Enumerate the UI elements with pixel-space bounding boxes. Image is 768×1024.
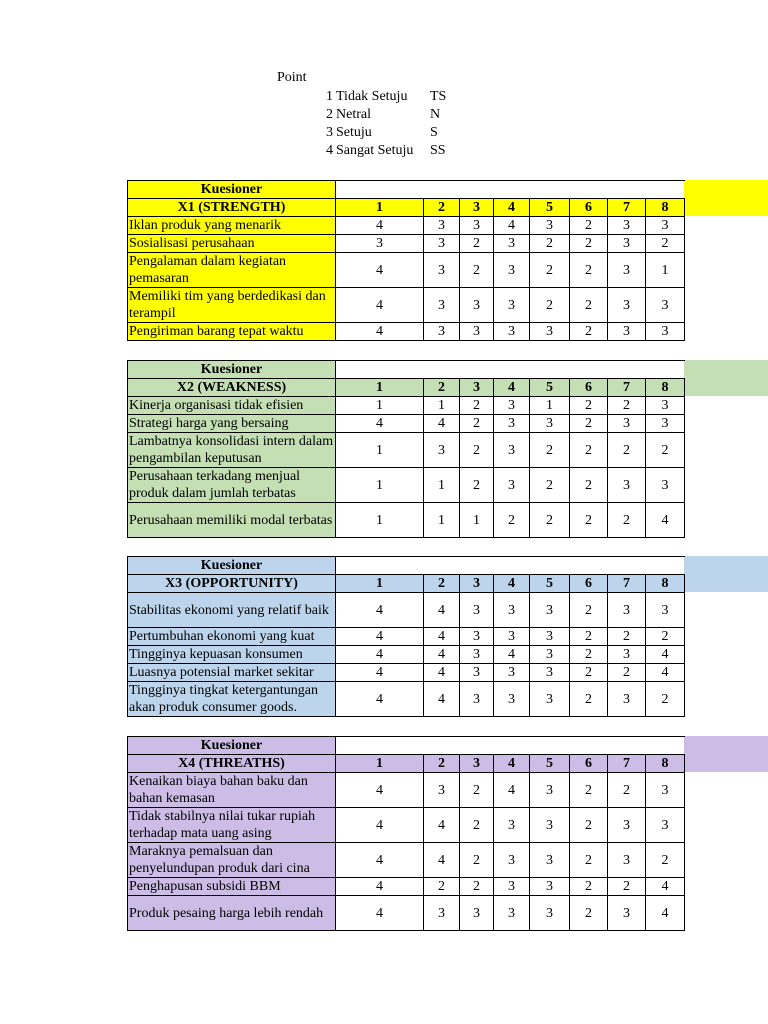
score-cell: 4 — [424, 843, 460, 878]
score-cell: 4 — [494, 773, 530, 808]
legend-label: Netral — [336, 107, 371, 122]
score-cell: 3 — [646, 808, 685, 843]
score-cell: 3 — [424, 217, 460, 235]
column-header: 4 — [494, 575, 530, 593]
score-cell: 2 — [530, 253, 570, 288]
score-cell: 3 — [608, 323, 646, 341]
score-cell: 1 — [530, 397, 570, 415]
legend-num: 2 — [326, 107, 333, 122]
legend-code: TS — [430, 89, 447, 104]
score-cell: 3 — [608, 468, 646, 503]
header-blank-cell — [336, 737, 685, 755]
table-row — [128, 646, 685, 664]
score-cell: 4 — [336, 878, 424, 896]
score-cell: 2 — [608, 433, 646, 468]
score-cell: 2 — [570, 323, 608, 341]
score-cell: 3 — [494, 235, 530, 253]
score-cell: 3 — [424, 896, 460, 931]
score-cell: 2 — [608, 628, 646, 646]
score-cell: 3 — [608, 593, 646, 628]
table-row — [128, 235, 685, 253]
score-cell: 3 — [530, 896, 570, 931]
score-cell: 2 — [530, 468, 570, 503]
score-cell: 3 — [646, 323, 685, 341]
score-cell: 3 — [494, 593, 530, 628]
score-cell: 3 — [424, 323, 460, 341]
row-label: Pertumbuhan ekonomi yang kuat — [128, 628, 336, 646]
score-cell: 3 — [646, 217, 685, 235]
score-cell: 3 — [646, 593, 685, 628]
legend-code: N — [430, 107, 441, 122]
score-cell: 4 — [336, 323, 424, 341]
table-header-category: X4 (THREATHS) — [128, 755, 336, 773]
score-cell: 2 — [570, 253, 608, 288]
score-cell: 3 — [424, 773, 460, 808]
legend — [0, 0, 768, 170]
score-cell: 3 — [608, 288, 646, 323]
table-row — [128, 664, 685, 682]
column-header: 8 — [646, 379, 685, 397]
score-cell: 3 — [460, 664, 494, 682]
score-cell: 3 — [460, 628, 494, 646]
score-cell: 3 — [494, 468, 530, 503]
legend-code: S — [430, 125, 438, 140]
table-row — [128, 773, 685, 808]
score-cell: 4 — [646, 646, 685, 664]
table-row — [128, 878, 685, 896]
row-label: Tingginya tingkat ketergantungan akan produk consumer goods. — [128, 682, 336, 717]
score-cell: 2 — [460, 808, 494, 843]
score-cell: 1 — [424, 468, 460, 503]
score-cell: 3 — [424, 288, 460, 323]
column-header: 2 — [424, 755, 460, 773]
score-cell: 2 — [570, 878, 608, 896]
score-cell: 3 — [608, 808, 646, 843]
table-header-kuesioner: Kuesioner — [128, 737, 336, 755]
column-header: 8 — [646, 575, 685, 593]
table-row — [128, 808, 685, 843]
legend-num: 3 — [326, 125, 333, 140]
column-header: 5 — [530, 199, 570, 217]
score-cell: 3 — [646, 468, 685, 503]
table-header-kuesioner: Kuesioner — [128, 361, 336, 379]
score-cell: 1 — [336, 433, 424, 468]
column-header: 7 — [608, 575, 646, 593]
score-cell: 3 — [608, 253, 646, 288]
legend-item — [326, 88, 446, 106]
table-header-category: X1 (STRENGTH) — [128, 199, 336, 217]
table-row — [128, 415, 685, 433]
score-cell: 4 — [336, 646, 424, 664]
score-cell: 2 — [570, 896, 608, 931]
score-cell: 3 — [608, 843, 646, 878]
score-cell: 2 — [460, 397, 494, 415]
column-header: 3 — [460, 755, 494, 773]
score-cell: 4 — [424, 646, 460, 664]
score-cell: 1 — [424, 397, 460, 415]
score-cell: 4 — [336, 896, 424, 931]
score-cell: 3 — [494, 433, 530, 468]
score-cell: 3 — [460, 896, 494, 931]
score-cell: 2 — [608, 503, 646, 538]
table-row — [128, 397, 685, 415]
score-cell: 3 — [530, 664, 570, 682]
score-cell: 3 — [646, 288, 685, 323]
score-cell: 2 — [570, 217, 608, 235]
row-label: Penghapusan subsidi BBM — [128, 878, 336, 896]
table-row — [128, 593, 685, 628]
table-header-category: X3 (OPPORTUNITY) — [128, 575, 336, 593]
row-label: Memiliki tim yang berdedikasi dan terampil — [128, 288, 336, 323]
score-cell: 2 — [460, 878, 494, 896]
score-cell: 3 — [530, 808, 570, 843]
score-cell: 4 — [336, 253, 424, 288]
score-cell: 3 — [530, 217, 570, 235]
score-cell: 3 — [646, 397, 685, 415]
row-label: Produk pesaing harga lebih rendah — [128, 896, 336, 931]
score-cell: 2 — [570, 397, 608, 415]
column-header: 4 — [494, 755, 530, 773]
score-cell: 3 — [424, 433, 460, 468]
score-cell: 3 — [460, 217, 494, 235]
score-cell: 3 — [336, 235, 424, 253]
score-cell: 3 — [494, 253, 530, 288]
table-row — [128, 503, 685, 538]
questionnaire-table — [127, 360, 685, 538]
score-cell: 3 — [530, 323, 570, 341]
header-color-band — [684, 360, 768, 396]
score-cell: 2 — [570, 433, 608, 468]
table-row — [128, 288, 685, 323]
score-cell: 1 — [336, 468, 424, 503]
score-cell: 2 — [646, 235, 685, 253]
score-cell: 4 — [424, 664, 460, 682]
header-row-columns — [128, 199, 685, 217]
score-cell: 4 — [336, 682, 424, 717]
score-cell: 4 — [336, 217, 424, 235]
legend-num: 1 — [326, 89, 333, 104]
questionnaire-table — [127, 556, 685, 717]
score-cell: 2 — [460, 415, 494, 433]
score-cell: 3 — [530, 415, 570, 433]
column-header: 6 — [570, 199, 608, 217]
table-header-category: X2 (WEAKNESS) — [128, 379, 336, 397]
column-header: 5 — [530, 379, 570, 397]
legend-label: Setuju — [336, 125, 372, 140]
header-blank-cell — [336, 181, 685, 199]
score-cell: 3 — [494, 808, 530, 843]
score-cell: 3 — [608, 896, 646, 931]
row-label: Lambatnya konsolidasi intern dalam pengambilan keputusan — [128, 433, 336, 468]
column-header: 8 — [646, 755, 685, 773]
score-cell: 4 — [424, 593, 460, 628]
table-header-kuesioner: Kuesioner — [128, 181, 336, 199]
score-cell: 2 — [460, 468, 494, 503]
score-cell: 2 — [460, 433, 494, 468]
row-label: Stabilitas ekonomi yang relatif baik — [128, 593, 336, 628]
score-cell: 2 — [494, 503, 530, 538]
score-cell: 2 — [530, 433, 570, 468]
score-cell: 2 — [570, 808, 608, 843]
score-cell: 4 — [424, 682, 460, 717]
score-cell: 2 — [570, 628, 608, 646]
score-cell: 1 — [336, 503, 424, 538]
score-cell: 2 — [570, 288, 608, 323]
score-cell: 2 — [570, 843, 608, 878]
column-header: 6 — [570, 379, 608, 397]
score-cell: 4 — [336, 843, 424, 878]
score-cell: 3 — [608, 646, 646, 664]
score-cell: 4 — [336, 288, 424, 323]
score-cell: 2 — [608, 878, 646, 896]
score-cell: 2 — [530, 503, 570, 538]
row-label: Perusahaan memiliki modal terbatas — [128, 503, 336, 538]
column-header: 8 — [646, 199, 685, 217]
score-cell: 3 — [494, 323, 530, 341]
score-cell: 3 — [494, 843, 530, 878]
score-cell: 4 — [424, 415, 460, 433]
score-cell: 3 — [608, 235, 646, 253]
score-cell: 3 — [494, 682, 530, 717]
header-row-title — [128, 737, 685, 755]
score-cell: 1 — [424, 503, 460, 538]
column-header: 5 — [530, 575, 570, 593]
row-label: Pengalaman dalam kegiatan pemasaran — [128, 253, 336, 288]
legend-item — [326, 124, 438, 142]
row-label: Iklan produk yang menarik — [128, 217, 336, 235]
table-row — [128, 628, 685, 646]
score-cell: 4 — [336, 628, 424, 646]
row-label: Maraknya pemalsuan dan penyelundupan produk dari cina — [128, 843, 336, 878]
column-header: 5 — [530, 755, 570, 773]
score-cell: 3 — [494, 397, 530, 415]
score-cell: 4 — [336, 664, 424, 682]
header-row-title — [128, 361, 685, 379]
score-cell: 4 — [336, 415, 424, 433]
score-cell: 2 — [570, 664, 608, 682]
score-cell: 4 — [336, 808, 424, 843]
score-cell: 3 — [608, 217, 646, 235]
score-cell: 3 — [494, 415, 530, 433]
table-row — [128, 253, 685, 288]
row-label: Tingginya kepuasan konsumen — [128, 646, 336, 664]
column-header: 1 — [336, 755, 424, 773]
score-cell: 2 — [570, 646, 608, 664]
questionnaire-table — [127, 180, 685, 341]
row-label: Pengiriman barang tepat waktu — [128, 323, 336, 341]
column-header: 7 — [608, 755, 646, 773]
header-color-band — [684, 180, 768, 216]
score-cell: 3 — [494, 628, 530, 646]
row-label: Sosialisasi perusahaan — [128, 235, 336, 253]
column-header: 3 — [460, 199, 494, 217]
column-header: 1 — [336, 199, 424, 217]
column-header: 1 — [336, 379, 424, 397]
score-cell: 3 — [530, 773, 570, 808]
score-cell: 2 — [646, 628, 685, 646]
score-cell: 2 — [608, 664, 646, 682]
score-cell: 4 — [646, 664, 685, 682]
score-cell: 3 — [530, 646, 570, 664]
legend-label: Tidak Setuju — [336, 89, 408, 104]
score-cell: 1 — [460, 503, 494, 538]
score-cell: 4 — [646, 503, 685, 538]
table-row — [128, 433, 685, 468]
column-header: 2 — [424, 575, 460, 593]
score-cell: 3 — [530, 593, 570, 628]
row-label: Tidak stabilnya nilai tukar rupiah terhadap mata uang asing — [128, 808, 336, 843]
score-cell: 2 — [460, 843, 494, 878]
score-cell: 2 — [570, 773, 608, 808]
score-cell: 2 — [460, 773, 494, 808]
table-header-kuesioner: Kuesioner — [128, 557, 336, 575]
score-cell: 1 — [336, 397, 424, 415]
column-header: 4 — [494, 379, 530, 397]
score-cell: 3 — [460, 682, 494, 717]
score-cell: 3 — [608, 415, 646, 433]
score-cell: 3 — [646, 773, 685, 808]
column-header: 2 — [424, 199, 460, 217]
row-label: Kinerja organisasi tidak efisien — [128, 397, 336, 415]
column-header: 6 — [570, 755, 608, 773]
score-cell: 3 — [460, 323, 494, 341]
legend-item — [326, 142, 446, 160]
score-cell: 2 — [460, 253, 494, 288]
score-cell: 3 — [424, 253, 460, 288]
score-cell: 3 — [460, 288, 494, 323]
score-cell: 3 — [494, 288, 530, 323]
score-cell: 4 — [424, 808, 460, 843]
row-label: Strategi harga yang bersaing — [128, 415, 336, 433]
score-cell: 3 — [494, 664, 530, 682]
score-cell: 3 — [494, 878, 530, 896]
column-header: 4 — [494, 199, 530, 217]
score-cell: 3 — [460, 593, 494, 628]
column-header: 3 — [460, 575, 494, 593]
score-cell: 2 — [646, 843, 685, 878]
table-row — [128, 323, 685, 341]
score-cell: 2 — [424, 878, 460, 896]
score-cell: 3 — [608, 682, 646, 717]
header-blank-cell — [336, 361, 685, 379]
header-blank-cell — [336, 557, 685, 575]
legend-code: SS — [430, 143, 446, 158]
table-row — [128, 896, 685, 931]
score-cell: 3 — [646, 415, 685, 433]
score-cell: 2 — [570, 235, 608, 253]
score-cell: 3 — [424, 235, 460, 253]
row-label: Kenaikan biaya bahan baku dan bahan kemasan — [128, 773, 336, 808]
score-cell: 2 — [570, 468, 608, 503]
legend-title: Point — [277, 70, 307, 85]
table-row — [128, 843, 685, 878]
column-header: 6 — [570, 575, 608, 593]
column-header: 1 — [336, 575, 424, 593]
legend-item — [326, 106, 440, 124]
column-header: 2 — [424, 379, 460, 397]
score-cell: 1 — [646, 253, 685, 288]
row-label: Luasnya potensial market sekitar — [128, 664, 336, 682]
table-row — [128, 682, 685, 717]
column-header: 7 — [608, 379, 646, 397]
score-cell: 2 — [570, 682, 608, 717]
score-cell: 4 — [646, 896, 685, 931]
score-cell: 3 — [530, 843, 570, 878]
legend-label: Sangat Setuju — [336, 143, 414, 158]
score-cell: 4 — [646, 878, 685, 896]
column-header: 3 — [460, 379, 494, 397]
score-cell: 4 — [424, 628, 460, 646]
score-cell: 2 — [646, 433, 685, 468]
score-cell: 3 — [494, 896, 530, 931]
score-cell: 3 — [460, 646, 494, 664]
score-cell: 2 — [608, 773, 646, 808]
legend-num: 4 — [326, 143, 333, 158]
score-cell: 2 — [570, 503, 608, 538]
table-row — [128, 217, 685, 235]
score-cell: 2 — [646, 682, 685, 717]
score-cell: 3 — [530, 682, 570, 717]
score-cell: 2 — [570, 415, 608, 433]
score-cell: 4 — [336, 773, 424, 808]
questionnaire-table — [127, 736, 685, 931]
header-color-band — [684, 556, 768, 592]
score-cell: 2 — [570, 593, 608, 628]
header-color-band — [684, 736, 768, 772]
score-cell: 2 — [530, 235, 570, 253]
row-label: Perusahaan terkadang menjual produk dalam jumlah terbatas — [128, 468, 336, 503]
header-row-title — [128, 557, 685, 575]
header-row-title — [128, 181, 685, 199]
table-row — [128, 468, 685, 503]
score-cell: 2 — [608, 397, 646, 415]
header-row-columns — [128, 379, 685, 397]
score-cell: 3 — [530, 628, 570, 646]
score-cell: 2 — [530, 288, 570, 323]
score-cell: 4 — [494, 646, 530, 664]
score-cell: 3 — [530, 878, 570, 896]
column-header: 7 — [608, 199, 646, 217]
score-cell: 4 — [336, 593, 424, 628]
header-row-columns — [128, 755, 685, 773]
header-row-columns — [128, 575, 685, 593]
score-cell: 2 — [460, 235, 494, 253]
score-cell: 4 — [494, 217, 530, 235]
